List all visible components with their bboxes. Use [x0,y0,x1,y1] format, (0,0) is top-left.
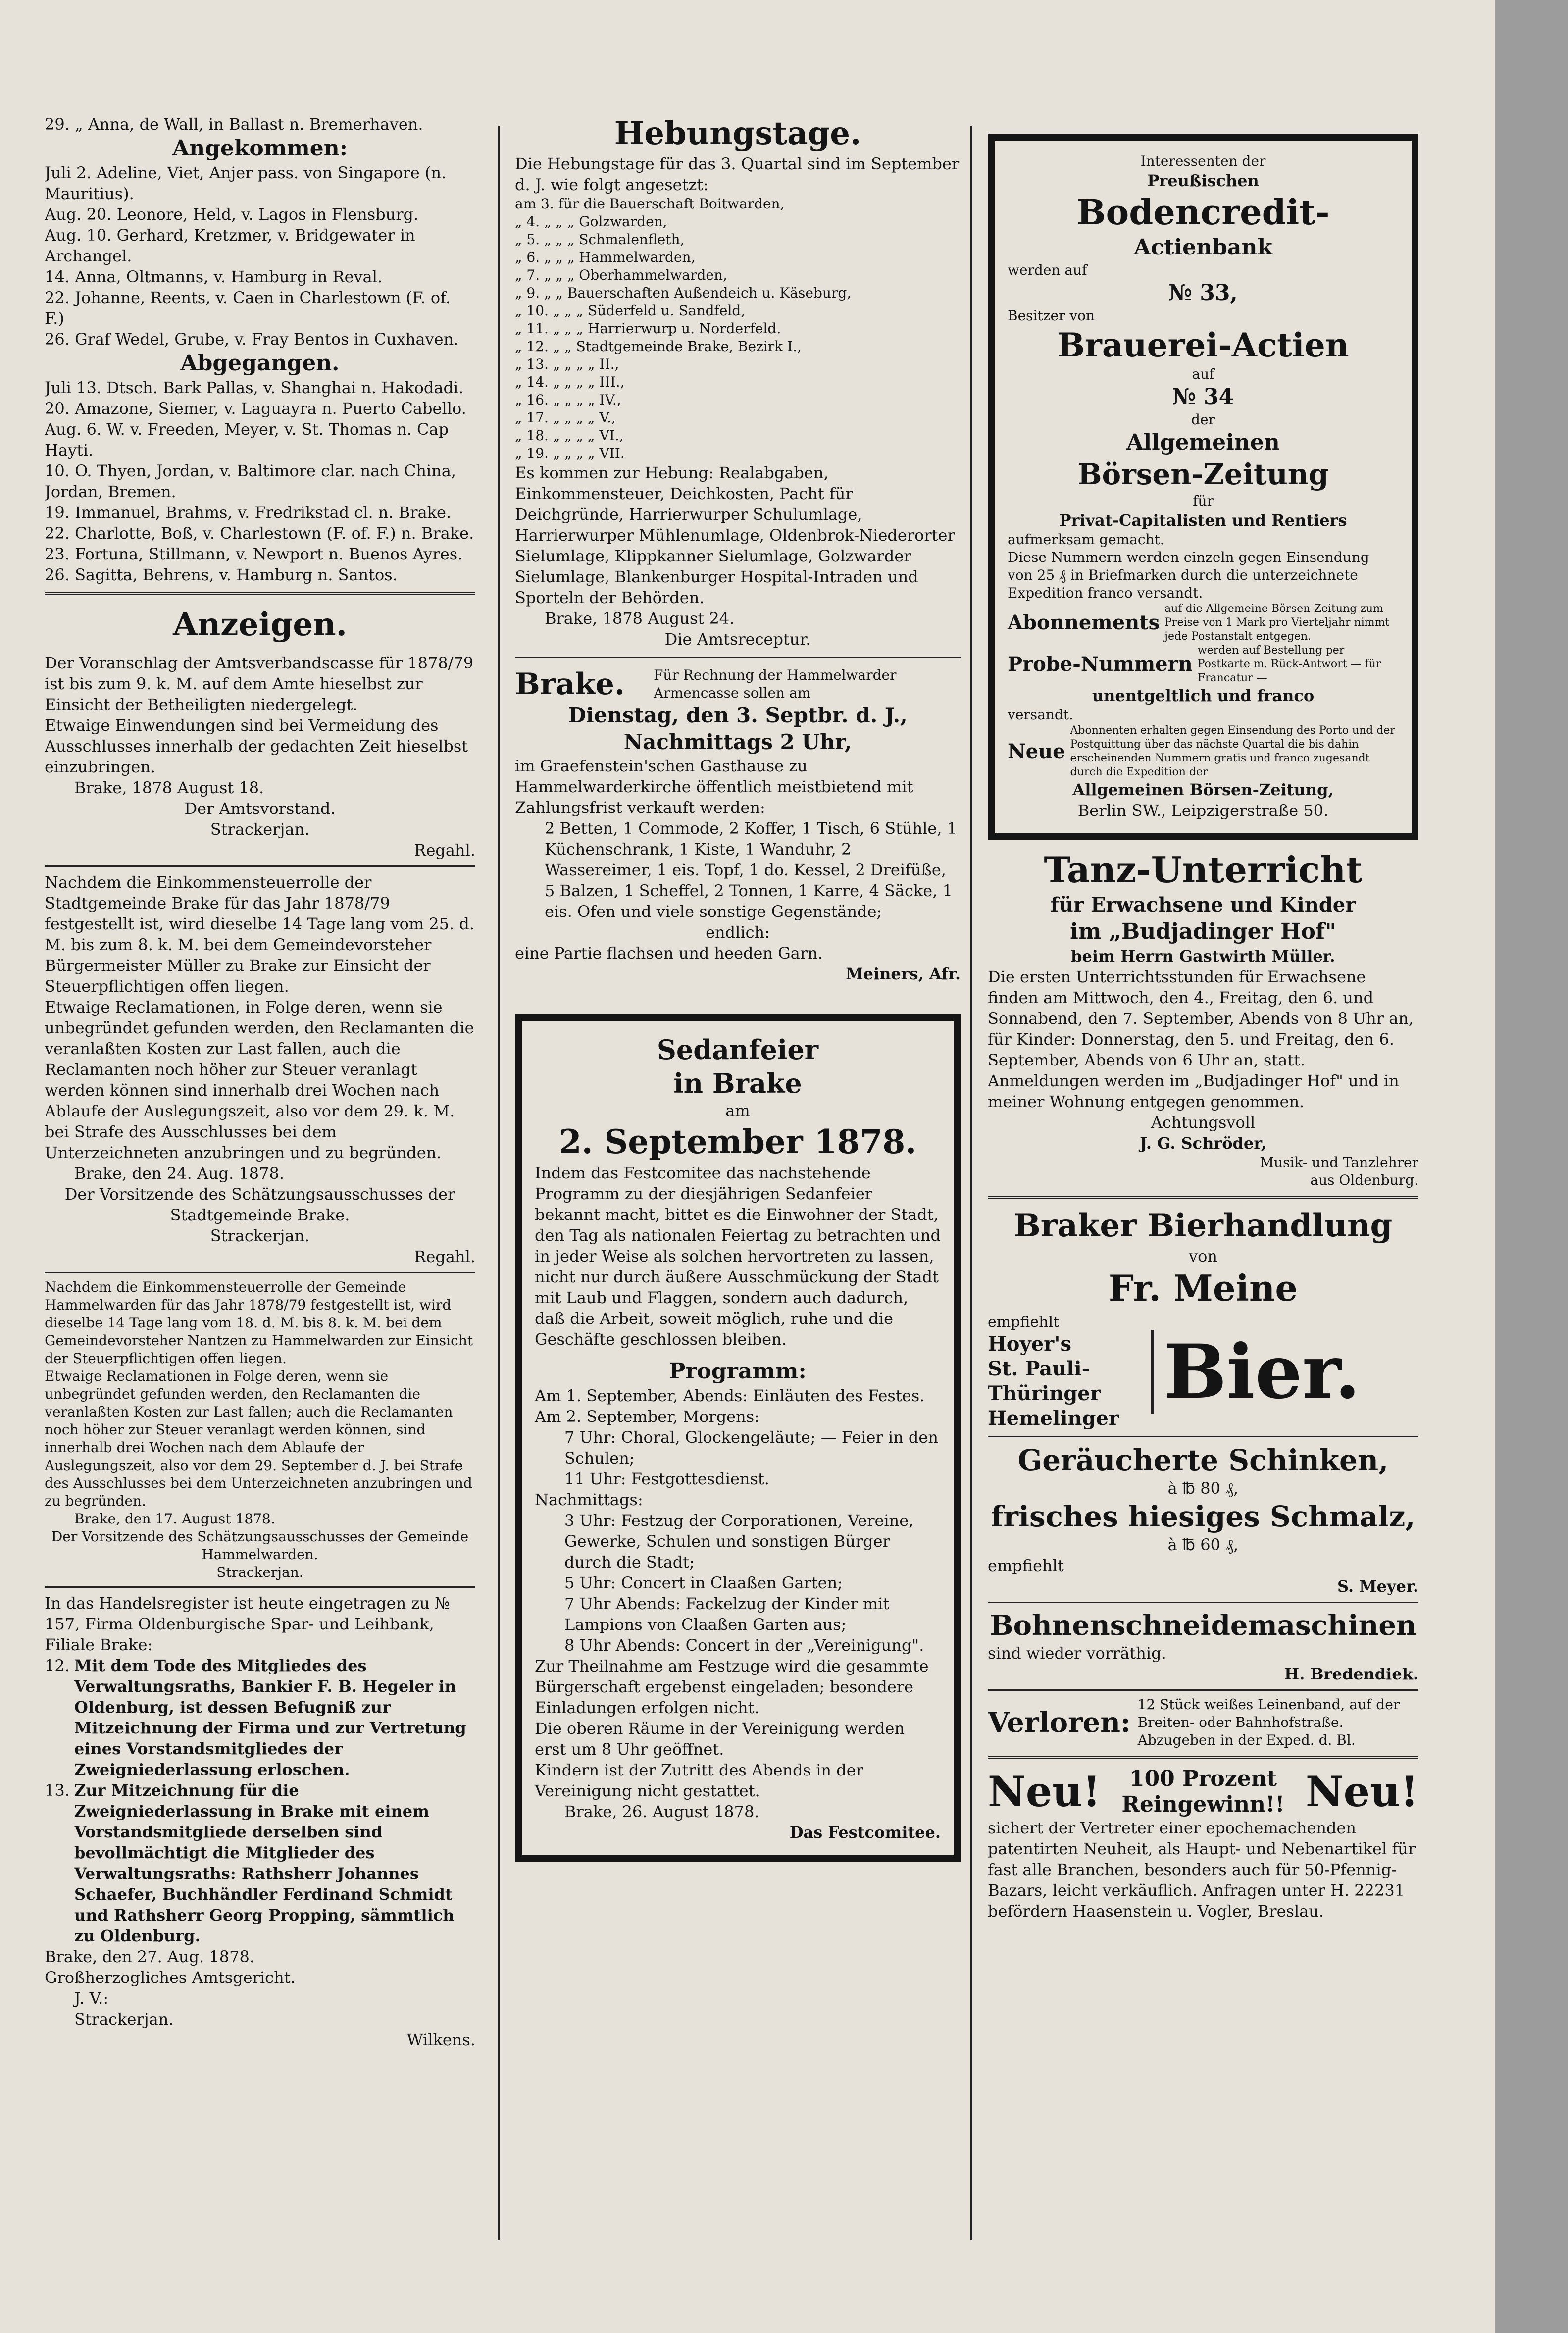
auction-place: Brake. [515,667,625,702]
abonnements-label: Abonnements [1008,611,1160,634]
ad-address: Berlin SW., Leipzigerstraße 50. [1077,801,1329,820]
schedule-row: „ 6. „ „ „ Hammelwarden, [515,249,696,265]
ad-line: von [1189,1247,1217,1266]
sedan-date-line: Brake, 26. August 1878. [564,1802,759,1821]
notice-signature: Wilkens. [406,2030,475,2049]
programm-item: Am 1. September, Abends: Einläuten des Festes. [535,1386,925,1405]
notice-signature: Der Vorsitzende des Schätzungsausschusses der Gemeinde Hammelwarden. [51,1528,469,1563]
ad-headline: Bohnenschneidemaschinen [990,1609,1416,1642]
schedule-row: am 3. für die Bauerschaft Boitwarden, [515,196,785,212]
ad-headline: frisches hiesiges Schmalz, [991,1500,1416,1533]
schedule-row: „ 7. „ „ „ Oberhammelwarden, [515,267,727,283]
ad-headline: Neu! [1305,1767,1418,1816]
notice-date: Brake, den 24. Aug. 1878. [74,1164,284,1183]
notice-signature: Regahl. [414,1247,475,1266]
programm-item: Am 2. September, Morgens: [535,1407,759,1426]
sedan-outro: Kindern ist der Zutritt des Abends in der Vereinigung nicht gestattet. [535,1761,863,1800]
notice-text: Die Hebungstage für das 3. Quartal sind im September d. J. wie folgt angesetzt: [515,154,960,194]
notice-date: Brake, den 27. Aug. 1878. [45,1947,254,1966]
sedan-signature: Das Festcomitee. [789,1823,941,1842]
ad-headline: Neu! [988,1767,1101,1816]
register-item-number: 12. [45,1656,70,1675]
notice-text: im Graefenstein'schen Gasthause zu Hammelwarderkirche öffentlich meistbietend mit Zahlungsfrist verkauft werden: [515,757,913,817]
ad-headline: Börsen-Zeitung [1077,457,1329,491]
hebungstage-heading: Hebungstage. [614,115,861,152]
auction-notice [515,666,961,984]
auction-items: 2 Betten, 1 Commode, 2 Koffer, 1 Tisch, 6 Stühle, 1 Küchenschrank, 1 Kiste, 1 Wanduhr, 2 Wassereimer, 1 eis. Topf, 1 do. Kessel, 2 Dreifüße, 5 Balzen, 1 Scheffel, 2 Tonnen, 1 Karre, 4 Säcke, 1 eis. Ofen und viele sonstige Gegenstände; [545,819,958,921]
ad-text: versandt. [1008,707,1073,723]
divider [988,1196,1418,1199]
probe-label: Probe-Nummern [1008,653,1193,676]
programm-item: 5 Uhr: Concert in Claaßen Garten; [564,1573,843,1592]
programm-item: 11 Uhr: Festgottesdienst. [564,1470,769,1488]
shipping-news [45,114,475,585]
divider [988,1689,1418,1691]
notice-text: endlich: [706,923,770,942]
ad-number: № 34 [1172,384,1234,409]
ad-line: werden auf [1008,262,1087,278]
sedan-subtitle: in Brake [673,1067,802,1099]
notice-text: eine Partie flachsen und heeden Garn. [515,944,823,963]
notice-einkommensteuer-brake [45,872,475,1267]
divider [515,657,961,659]
ad-line: auf [1192,366,1214,382]
notice-date: Brake, 1878 August 24. [545,609,735,628]
ad-signature: Musik- und Tanzlehrer [1260,1154,1418,1170]
ad-line: Allgemeinen [1126,430,1280,455]
auction-time: Nachmittags 2 Uhr, [623,730,852,754]
programm-item: Nachmittags: [535,1490,643,1509]
beer-sorts [988,1313,1151,1431]
ship-line: 14. Anna, Oltmanns, v. Hamburg in Reval. [45,267,383,286]
ad-line: empfiehlt [988,1556,1064,1575]
ad-text: Die ersten Unterrichtsstunden für Erwachsene finden am Mittwoch, den 4., Freitag, den 6. und Sonnabend, den 7. September, Abends von 8 Uhr an, für Kinder: Donnerstag, den 5. und Freitag, den 6. September, Abends von 6 Uhr an, statt. Anmeldungen werden im „Budjadinger Hof" und in meiner Wohnung entgegen genommen. [988,967,1414,1111]
schedule-row: „ 5. „ „ „ Schmalenfleth, [515,231,685,248]
ad-headline: Verloren: [988,1706,1131,1739]
schedule-row: „ 12. „ „ Stadtgemeinde Brake, Bezirk I., [515,338,802,355]
ad-line: Reingewinn!! [1121,1792,1285,1817]
programm-item: 8 Uhr Abends: Concert in der „Vereinigung". [564,1636,924,1655]
notice-handelsregister [45,1593,475,2050]
column-rule [498,126,500,2240]
divider [45,592,475,595]
ad-signature: J. G. Schröder, [1140,1134,1266,1153]
sedan-outro: Die oberen Räume in der Vereinigung werden erst um 8 Uhr geöffnet. [535,1719,905,1759]
ship-line: 19. Immanuel, Brahms, v. Fredrikstad cl. n. Brake. [45,503,452,522]
ad-line: im „Budjadinger Hof" [1070,919,1336,944]
bohnen-ad [988,1608,1418,1684]
column-left [45,114,475,2050]
sedanfeier-ad [515,1014,961,1862]
schedule-row: „ 14. „ „ „ „ III., [515,374,625,390]
notice-amtsverband [45,653,475,861]
ad-headline: Braker Bierhandlung [1013,1207,1393,1244]
notice-text: In das Handelsregister ist heute eingetragen zu № 157, Firma Oldenburgische Spar- und Leihbank, Filiale Brake: [45,1594,450,1654]
ad-text: werden auf Bestellung per Postkarte m. Rück-Antwort — für Francatur — [1197,644,1381,684]
schedule-row: „ 18. „ „ „ „ VI., [515,427,624,444]
ad-line: der [1191,411,1215,428]
register-item [45,1655,475,1780]
ad-text: unentgeltlich und franco [1092,686,1315,705]
schedule-row: „ 17. „ „ „ „ V., [515,409,616,426]
page-edge [1495,0,1568,2333]
notice-text: Etwaige Reclamationen in Folge deren, wenn sie unbegründet gefunden werden, den Reclamanten die veranlaßten Kosten zur Last fallen; auch die Reclamanten noch höher zur Steuer veranlagt werden können, sind innerhalb drei Wochen nach dem Ablaufe der Auslegungszeit, also vor dem 29. September d. J. bei Strafe des Ausschlusses bei dem Unterzeichneten anzubringen und zu begründen. [45,1368,472,1509]
ad-headline: Fr. Meine [1108,1267,1298,1309]
ad-headline-middle [1121,1766,1284,1818]
notice-signature: Strackerjan. [210,1226,310,1245]
ad-signature: S. Meyer. [1337,1577,1418,1596]
notice-signature: Strackerjan. [210,820,310,839]
bier-headline: Bier. [1151,1330,1361,1414]
beer-list [988,1313,1418,1431]
ship-line: 22. Johanne, Reents, v. Caen in Charlestown (F. of. F.) [45,288,451,328]
schedule-row: „ 9. „ „ Bauerschaften Außendeich u. Käseburg, [515,285,852,301]
ad-line: beim Herrn Gastwirth Müller. [1071,947,1335,965]
sedan-date: 2. September 1878. [558,1122,917,1161]
ad-line: Besitzer von [1008,307,1095,324]
beer-sort: Hemelinger [988,1407,1119,1430]
ship-line: Juli 13. Dtsch. Bark Pallas, v. Shanghai n. Hakodadi. [45,378,464,397]
notice-text: Es kommen zur Hebung: Realabgaben, Einkommensteuer, Deichkosten, Pacht für Deichgründe, Harrierwurper Schulumlage, Harrierwurper Mühlenumlage, Oldenbrok-Niederorter Sielumlage, Klippkanner Sielumlage, Golzwarder Sielumlage, Blankenburger Hospital-Intraden und Sporteln der Behörden. [515,463,955,607]
register-item [45,1780,475,1946]
ad-headline: Brauerei-Actien [1057,326,1349,364]
notice-signature: Meiners, Afr. [846,964,961,983]
ad-text: auf die Allgemeine Börsen-Zeitung zum Preise von 1 Mark pro Vierteljahr nimmt jede Postanstalt entgegen. [1164,603,1390,643]
ad-line: empfiehlt [988,1314,1060,1331]
ad-line: Interessenten der [1140,153,1266,169]
ship-line: Juli 2. Adeline, Viet, Anjer pass. von Singapore (n. Mauritius). [45,163,447,203]
sedan-outro: Zur Theilnahme am Festzuge wird die gesammte Bürgerschaft ergebenst eingeladen; besondere Einladungen erfolgen nicht. [535,1657,929,1717]
notice-signature: Der Amtsvorstand. [184,799,336,818]
ad-line: Preußischen [1147,171,1259,190]
column-rule [970,126,972,2240]
register-item-text: Mit dem Tode des Mitgliedes des Verwaltungsraths, Bankier F. B. Hegeler in Oldenburg, ist dessen Befugniß zur Mitzeichnung der Firma und zur Vertretung eines Vorstandsmitgliedes der Zweigniederlassung erloschen. [74,1656,466,1779]
notice-text: Der Voranschlag der Amtsverbandscasse für 1878/79 ist bis zum 9. k. M. auf dem Amte hieselbst zur Einsicht der Betheiligten niedergelegt. [45,654,474,714]
notice-date: Brake, den 17. August 1878. [74,1511,275,1527]
beer-sort: St. Pauli- [988,1357,1090,1380]
notice-signature: Strackerjan. [216,1564,303,1580]
notice-date: Brake, 1878 August 18. [74,778,264,797]
ship-line: 26. Sagitta, Behrens, v. Hamburg n. Santos. [45,565,398,584]
ship-line: Aug. 20. Leonore, Held, v. Lagos in Flensburg. [45,205,419,224]
notice-text: Nachdem die Einkommensteuerrolle der Stadtgemeinde Brake für das Jahr 1878/79 festgestellt ist, wird dieselbe 14 Tage lang vom 25. d. M. bis zum 8. k. M. bei dem Gemeindevorsteher Bürgermeister Müller zu Brake zur Einsicht der Steuerpflichtigen offen liegen. [45,873,475,996]
notice-text: Etwaige Reclamationen, in Folge deren, wenn sie unbegründet gefunden werden, den Reclamanten die veranlaßten Kosten zur Last fallen, auch die Reclamanten noch höher zur Steuer veranlagt werden können sind innerhalb drei Wochen nach Ablaufe der Auslegungszeit, also vor dem 29. k. M. bei Strafe des Ausschlusses bei dem Unterzeichneten anzubringen und zu begründen. [45,998,474,1162]
divider [45,865,475,867]
ship-line: 29. „ Anna, de Wall, in Ballast n. Bremerhaven. [45,115,423,134]
sedan-title: Sedanfeier [657,1034,819,1065]
ship-line: Aug. 6. W. v. Freeden, Meyer, v. St. Thomas n. Cap Hayti. [45,420,449,459]
notice-signature: Der Vorsitzende des Schätzungsausschusses der Stadtgemeinde Brake. [64,1185,455,1224]
sedan-am: am [725,1101,750,1120]
ad-text: sind wieder vorräthig. [988,1644,1166,1663]
divider [988,1436,1418,1437]
sedan-intro: Indem das Festcomitee das nachstehende Programm zu der diesjährigen Sedanfeier bekannt macht, bittet es die Einwohner der Stadt, den Tag als nationalen Feiertag zu betrachten und in jeder Weise als solchen hervortreten zu lassen, nicht nur durch äußere Ausschmückung der Stadt mit Laub und Flaggen, sondern auch dadurch, daß die Arbeit, soweit möglich, ruhe und die Geschäfte geschlossen bleiben. [535,1164,941,1349]
notice-signature: Die Amtsreceptur. [664,630,811,649]
ad-price: à ℔ 80 ₰, [1167,1479,1239,1498]
ad-line: Actienbank [1134,235,1272,260]
schedule-row: „ 11. „ „ „ Harrierwurp u. Norderfeld. [515,320,781,337]
schedule-row: „ 4. „ „ „ Golzwarden, [515,213,667,230]
ad-line: Achtungsvoll [1151,1113,1256,1132]
notice-signature: Strackerjan. [74,2010,174,2029]
tanz-ad [988,848,1418,1189]
programm-item: 7 Uhr Abends: Fackelzug der Kinder mit Lampions von Claaßen Garten aus; [564,1594,890,1634]
ship-line: 20. Amazone, Siemer, v. Laguayra n. Puerto Cabello. [45,399,466,418]
notice-einkommensteuer-hammelwarden [45,1278,475,1581]
ad-line: für [1193,493,1214,509]
ship-line: 22. Charlotte, Boß, v. Charlestown (F. of. F.) n. Brake. [45,524,474,543]
notice-text: Etwaige Einwendungen sind bei Vermeidung des Ausschlusses innerhalb der gedachten Zeit hieselbst einzubringen. [45,716,468,776]
bier-ad [988,1206,1418,1431]
column-middle [515,114,961,1870]
schedule-row: „ 19. „ „ „ „ VII. [515,445,625,461]
ad-text: Abonnenten erhalten gegen Einsendung des Porto und der Postquittung über das nächste Quartal die bis dahin erscheinenden Nummern gratis und franco zugesandt durch die Expedition der [1070,724,1395,778]
divider [988,1756,1418,1759]
ship-line: 10. O. Thyen, Jordan, v. Baltimore clar. nach China, Jordan, Bremen. [45,461,456,501]
schedule-row: „ 13. „ „ „ „ II., [515,356,619,372]
beer-sort: Thüringer [988,1382,1101,1405]
notice-text: Nachdem die Einkommensteuerrolle der Gemeinde Hammelwarden für das Jahr 1878/79 festgestellt ist, wird dieselbe 14 Tage lang vom 18. d. M. bis 8. k. M. bei dem Gemeindevorsteher Nantzen zu Hammelwarden zur Einsicht der Steuerpflichtigen offen liegen. [45,1279,473,1367]
verloren-ad [988,1696,1418,1749]
column-right [988,114,1418,1922]
register-item-number: 13. [45,1781,70,1800]
notice-signature: Großherzogliches Amtsgericht. [45,1968,296,1987]
ship-line: Aug. 10. Gerhard, Kretzmer, v. Bridgewater in Archangel. [45,226,415,265]
ad-number: № 33, [1168,280,1238,305]
hebungstage-notice [515,114,961,650]
schedule-row: „ 16. „ „ „ „ IV., [515,392,621,408]
ad-signature: aus Oldenburg. [1310,1172,1418,1188]
divider [45,1272,475,1273]
ad-headline: Geräucherte Schinken, [1017,1443,1389,1477]
divider [988,1602,1418,1603]
ship-line: 26. Graf Wedel, Grube, v. Fray Bentos in Cuxhaven. [45,330,459,349]
ad-line: Privat-Capitalisten und Rentiers [1059,511,1347,530]
auction-date: Dienstag, den 3. Septbr. d. J., [568,703,908,727]
notice-text: Für Rechnung der Hammelwarder Armencasse sollen am [654,667,897,701]
bodencredit-ad [988,134,1418,840]
ad-text: Diese Nummern werden einzeln gegen Einsendung von 25 ₰ in Briefmarken durch die unterzeichnete Expedition franco versandt. [1008,549,1369,601]
register-item-text: Zur Mitzeichnung für die Zweigniederlassung in Brake mit einem Vorstandsmitgliede derselben sind bevollmächtigt die Mitglieder des Verwaltungsraths: Rathsherr Johannes Schaefer, Buchhändler Ferdinand Schmidt und Rathsherr Georg Propping, sämmtlich zu Oldenburg. [74,1781,455,1945]
neue-label: Neue [1008,740,1065,763]
programm-item: 7 Uhr: Choral, Glockengeläute; — Feier in den Schulen; [564,1428,938,1468]
anzeigen-heading: Anzeigen. [173,606,347,643]
beer-sort: Hoyer's [988,1332,1072,1356]
notice-signature: J. V.: [74,1989,109,2008]
ad-headline: Bodencredit- [1076,192,1330,233]
ad-line: 100 Prozent [1129,1766,1277,1791]
ad-line: für Erwachsene und Kinder [1050,893,1356,916]
abgegangen-heading: Abgegangen. [180,351,340,376]
neu-ad [988,1766,1418,1922]
ad-price: à ℔ 60 ₰, [1167,1535,1239,1554]
programm-item: 3 Uhr: Festzug der Corporationen, Vereine, Gewerke, Schulen und sonstigen Bürger durch die Stadt; [564,1511,914,1572]
ad-signature: H. Bredendiek. [1284,1665,1418,1683]
ad-headline: Tanz-Unterricht [1044,849,1363,891]
ad-text: sichert der Vertreter einer epochemachenden patentirten Neuheit, als Haupt- und Nebenartikel für fast alle Branchen, besonders auch für 50-Pfennig-Bazars, leicht verkäuflich. Anfragen unter H. 22231 befördern Haasenstein u. Vogler, Breslau. [988,1819,1416,1921]
ad-line: aufmerksam gemacht. [1008,531,1164,548]
ad-signature: Allgemeinen Börsen-Zeitung, [1072,780,1334,799]
ad-text: 12 Stück weißes Leinenband, auf der Breiten- oder Bahnhofstraße. Abzugeben in der Exped. d. Bl. [1137,1696,1400,1748]
ship-line: 23. Fortuna, Stillmann, v. Newport n. Buenos Ayres. [45,545,463,563]
schinken-ad [988,1442,1418,1597]
divider [45,1586,475,1588]
angekommen-heading: Angekommen: [172,136,348,161]
schedule-row: „ 10. „ „ „ Süderfeld u. Sandfeld, [515,303,746,319]
notice-signature: Regahl. [414,841,475,860]
programm-heading: Programm: [669,1359,807,1384]
